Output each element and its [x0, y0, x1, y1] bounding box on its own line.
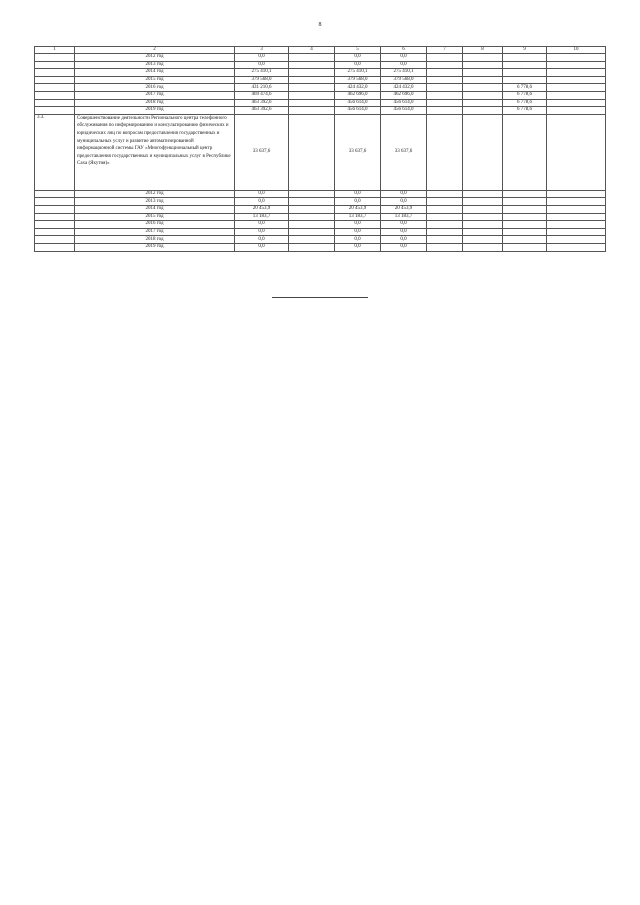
table-cell: 462 696,0: [381, 91, 427, 99]
table-cell: 0,0: [335, 190, 381, 198]
table-cell: [289, 228, 335, 236]
table-cell: [289, 205, 335, 213]
table-cell: 2014 год: [75, 69, 235, 77]
table-cell: 0,0: [235, 228, 289, 236]
table-cell: [289, 76, 335, 84]
table-cell: 13 183,7: [381, 213, 427, 221]
table-cell: [427, 107, 463, 115]
table-cell: [427, 228, 463, 236]
table-cell: [547, 54, 606, 62]
table-row: [35, 243, 606, 251]
table-cell: [289, 84, 335, 92]
table-row: [35, 91, 606, 99]
table-cell: [547, 114, 606, 190]
table-cell: [35, 205, 75, 213]
table-cell: [503, 76, 547, 84]
table-cell: [35, 243, 75, 251]
table-cell: 2015 год: [75, 213, 235, 221]
table-cell: [427, 69, 463, 77]
table-cell: [463, 61, 503, 69]
table-cell: [289, 243, 335, 251]
table-cell: [463, 99, 503, 107]
table-cell: [289, 61, 335, 69]
table-cell: 2018 год: [75, 99, 235, 107]
column-header: 3: [235, 47, 289, 54]
table-cell: [547, 107, 606, 115]
table-cell: 0,0: [381, 228, 427, 236]
column-header: 1: [35, 47, 75, 54]
table-cell: 379 568,0: [335, 76, 381, 84]
table-cell: 20 453,9: [235, 205, 289, 213]
table-cell: 469 474,6: [235, 91, 289, 99]
table-header-row: [35, 47, 606, 54]
column-header: 6: [381, 47, 427, 54]
table-cell: 462 696,0: [335, 91, 381, 99]
table-cell: [463, 76, 503, 84]
column-header: 10: [547, 47, 606, 54]
table-cell: 6 778,6: [503, 99, 547, 107]
table-cell: 463 392,6: [235, 107, 289, 115]
table-cell: [427, 99, 463, 107]
table-cell: [463, 69, 503, 77]
table-cell: 456 614,0: [381, 107, 427, 115]
column-header: 7: [427, 47, 463, 54]
table-cell: [35, 107, 75, 115]
table-cell: [427, 76, 463, 84]
table-cell: 2013 год: [75, 61, 235, 69]
table-cell: [35, 76, 75, 84]
table-cell: [503, 69, 547, 77]
table-cell: [35, 54, 75, 62]
table-cell: [427, 236, 463, 244]
table-cell: [547, 198, 606, 206]
table-cell: [289, 99, 335, 107]
table-cell: [547, 61, 606, 69]
table-cell: [427, 54, 463, 62]
table-cell: 0,0: [381, 190, 427, 198]
table-cell: [289, 221, 335, 229]
table-cell: 431 210,6: [235, 84, 289, 92]
table-cell: 2016 год: [75, 84, 235, 92]
section-number: 3.3.: [35, 114, 75, 190]
table-cell: [289, 107, 335, 115]
table-cell: 0,0: [235, 190, 289, 198]
table-cell: 275 410,1: [381, 69, 427, 77]
section-row: [35, 114, 606, 190]
table-cell: 275 410,1: [335, 69, 381, 77]
table-cell: [463, 114, 503, 190]
table-cell: 33 637,6: [381, 114, 427, 190]
table-cell: [503, 114, 547, 190]
table-cell: 0,0: [335, 221, 381, 229]
table-cell: 0,0: [335, 228, 381, 236]
table-cell: [289, 236, 335, 244]
table-cell: [427, 91, 463, 99]
table-cell: 0,0: [235, 221, 289, 229]
table-cell: [547, 236, 606, 244]
table-cell: 2017 год: [75, 228, 235, 236]
table-cell: 0,0: [235, 243, 289, 251]
table-cell: [35, 91, 75, 99]
table-cell: 0,0: [335, 243, 381, 251]
table-cell: 456 614,0: [335, 99, 381, 107]
table-cell: [35, 69, 75, 77]
table-cell: [547, 84, 606, 92]
table-cell: [503, 61, 547, 69]
table-cell: [547, 190, 606, 198]
table-row: [35, 213, 606, 221]
table-cell: [35, 228, 75, 236]
table-cell: 2016 год: [75, 221, 235, 229]
table-cell: [503, 236, 547, 244]
page-number: 8: [318, 22, 322, 28]
table-cell: 0,0: [381, 236, 427, 244]
table-row: [35, 205, 606, 213]
table-cell: 2013 год: [75, 198, 235, 206]
table-cell: [503, 213, 547, 221]
table-cell: 20 453,9: [335, 205, 381, 213]
table-cell: [503, 54, 547, 62]
table-cell: [463, 91, 503, 99]
table-cell: [35, 198, 75, 206]
column-header: 8: [463, 47, 503, 54]
table-cell: 13 183,7: [335, 213, 381, 221]
table-cell: 0,0: [235, 198, 289, 206]
table-body: [35, 47, 606, 252]
table-cell: 424 432,0: [335, 84, 381, 92]
table-cell: [463, 236, 503, 244]
table-cell: [503, 243, 547, 251]
table-cell: [547, 243, 606, 251]
table-cell: [463, 213, 503, 221]
table-cell: 6 778,6: [503, 84, 547, 92]
table-cell: [289, 91, 335, 99]
table-cell: [427, 198, 463, 206]
table-cell: 0,0: [381, 54, 427, 62]
table-cell: [463, 84, 503, 92]
table-cell: [503, 205, 547, 213]
table-cell: [289, 114, 335, 190]
table-cell: 6 778,6: [503, 91, 547, 99]
table-cell: 13 183,7: [235, 213, 289, 221]
table-cell: 0,0: [381, 221, 427, 229]
table-cell: 0,0: [235, 61, 289, 69]
table-cell: [289, 198, 335, 206]
table-row: [35, 84, 606, 92]
table-cell: 0,0: [335, 236, 381, 244]
table-cell: 424 432,0: [381, 84, 427, 92]
table-cell: [35, 84, 75, 92]
table-cell: [547, 91, 606, 99]
table-cell: 2014 год: [75, 205, 235, 213]
table-cell: [547, 228, 606, 236]
table-cell: 2017 год: [75, 91, 235, 99]
table-cell: 0,0: [381, 61, 427, 69]
table-cell: [289, 69, 335, 77]
table-row: [35, 107, 606, 115]
table-cell: [289, 190, 335, 198]
table-cell: [427, 190, 463, 198]
table-cell: [463, 221, 503, 229]
table-row: [35, 236, 606, 244]
table-cell: [503, 228, 547, 236]
table-cell: [427, 205, 463, 213]
table-cell: [35, 61, 75, 69]
table-row: [35, 99, 606, 107]
footer-separator: [272, 297, 368, 298]
column-header: 2: [75, 47, 235, 54]
column-header: 4: [289, 47, 335, 54]
budget-table: [34, 46, 606, 252]
table-cell: 275 410,1: [235, 69, 289, 77]
table-cell: [427, 114, 463, 190]
table-cell: [35, 236, 75, 244]
table-cell: [463, 198, 503, 206]
table-row: [35, 198, 606, 206]
table-cell: 2012 год: [75, 54, 235, 62]
table-cell: [547, 221, 606, 229]
table-cell: [427, 61, 463, 69]
table-cell: [547, 205, 606, 213]
table-row: [35, 221, 606, 229]
table-cell: 0,0: [235, 54, 289, 62]
table-cell: [463, 228, 503, 236]
table-cell: [463, 243, 503, 251]
table-cell: [547, 213, 606, 221]
table-cell: 0,0: [335, 54, 381, 62]
table-row: [35, 190, 606, 198]
table-row: [35, 76, 606, 84]
table-cell: 379 568,0: [235, 76, 289, 84]
table-cell: [463, 54, 503, 62]
table-cell: [463, 190, 503, 198]
table-cell: [463, 107, 503, 115]
table-cell: [289, 54, 335, 62]
column-header: 9: [503, 47, 547, 54]
table-cell: [547, 69, 606, 77]
table-cell: [35, 190, 75, 198]
table-cell: [35, 99, 75, 107]
column-header: 5: [335, 47, 381, 54]
table-row: [35, 228, 606, 236]
table-row: [35, 54, 606, 62]
table-cell: [463, 205, 503, 213]
table-cell: 456 614,0: [335, 107, 381, 115]
table-cell: 2019 год: [75, 243, 235, 251]
table-cell: [427, 243, 463, 251]
table-cell: [427, 84, 463, 92]
table-cell: [547, 76, 606, 84]
table-cell: 463 392,6: [235, 99, 289, 107]
table-cell: 2019 год: [75, 107, 235, 115]
table-cell: [503, 190, 547, 198]
table-cell: 0,0: [381, 243, 427, 251]
table-cell: 33 637,6: [335, 114, 381, 190]
table-cell: 0,0: [235, 236, 289, 244]
table-cell: 0,0: [335, 61, 381, 69]
table-cell: 33 637,6: [235, 114, 289, 190]
table-cell: [503, 198, 547, 206]
table-cell: 2015 год: [75, 76, 235, 84]
table-cell: [547, 99, 606, 107]
table-cell: [35, 213, 75, 221]
table-cell: 2012 год: [75, 190, 235, 198]
table-cell: 20 453,9: [381, 205, 427, 213]
table-cell: [427, 213, 463, 221]
table-cell: [503, 221, 547, 229]
table-cell: 0,0: [335, 198, 381, 206]
table-cell: [427, 221, 463, 229]
table-row: [35, 61, 606, 69]
table-cell: [35, 221, 75, 229]
table-row: [35, 69, 606, 77]
table-cell: 379 568,0: [381, 76, 427, 84]
section-description: Совершенствование деятельности Регионального центра телефонного обслуживания по информированию и консультированию физических и юридических лиц по вопросам предоставления государственных и муниципальных услуг и развитие автоматизированной информационной системы ГАУ «Многофункциональный центр предоставления государственных и муниципальных услуг в Республике Саха (Якутия)»: [75, 114, 235, 190]
table-cell: 0,0: [381, 198, 427, 206]
table-cell: 456 614,0: [381, 99, 427, 107]
table-cell: 2018 год: [75, 236, 235, 244]
table-cell: 6 778,6: [503, 107, 547, 115]
table-cell: [289, 213, 335, 221]
